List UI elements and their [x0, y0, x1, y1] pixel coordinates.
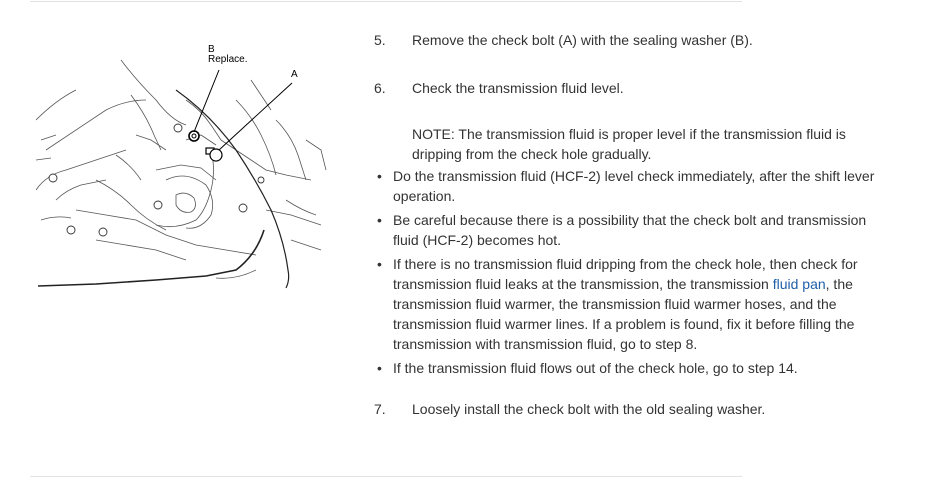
step-text: Check the transmission fluid level. [412, 80, 624, 96]
callout-label-a: A [291, 69, 298, 80]
callout-replace-note: Replace. [208, 54, 248, 65]
bullet-text-part: , the transmission fluid warmer, the transmission fluid warmer hoses, and the transmission fluid warmer lines. If a problem is found, fix it before filling the transmission with transmission fluid, go to step 8. [393, 276, 855, 352]
step-text: Loosely install the check bolt with the old sealing washer. [412, 401, 766, 417]
bullet-icon: • [377, 168, 382, 184]
step-text: Remove the check bolt (A) with the sealing washer (B). [412, 32, 753, 48]
bottom-divider [30, 476, 742, 477]
bullet-text: Be careful because there is a possibility that the check bolt and transmission fluid (HCF-2) becomes hot. [393, 212, 867, 248]
bullet-icon: • [377, 256, 382, 272]
step-number: 6. [374, 80, 386, 96]
bullet-text [393, 254, 891, 354]
illustration-drawing [36, 40, 328, 290]
top-divider [30, 1, 742, 2]
bullet-text-part: If there is no transmission fluid dripping from the check hole, then check for transmission fluid leaks at the transmission, the transmission [393, 256, 858, 292]
step-number: 5. [374, 32, 386, 48]
bullet-text: If the transmission fluid flows out of the check hole, go to step 14. [393, 360, 798, 376]
note: NOTE: The transmission fluid is proper level if the transmission fluid is dripping from the check hole gradually. [412, 126, 846, 162]
bullet-icon: • [377, 212, 382, 228]
step-number: 7. [374, 401, 386, 417]
fluid-pan-link[interactable]: fluid pan [772, 276, 826, 292]
bullet-icon: • [377, 360, 382, 376]
callout-label-b: B [208, 44, 215, 55]
bullet-text: Do the transmission fluid (HCF-2) level check immediately, after the shift lever operation. [393, 168, 875, 204]
transmission-check-bolt-illustration [36, 40, 328, 290]
